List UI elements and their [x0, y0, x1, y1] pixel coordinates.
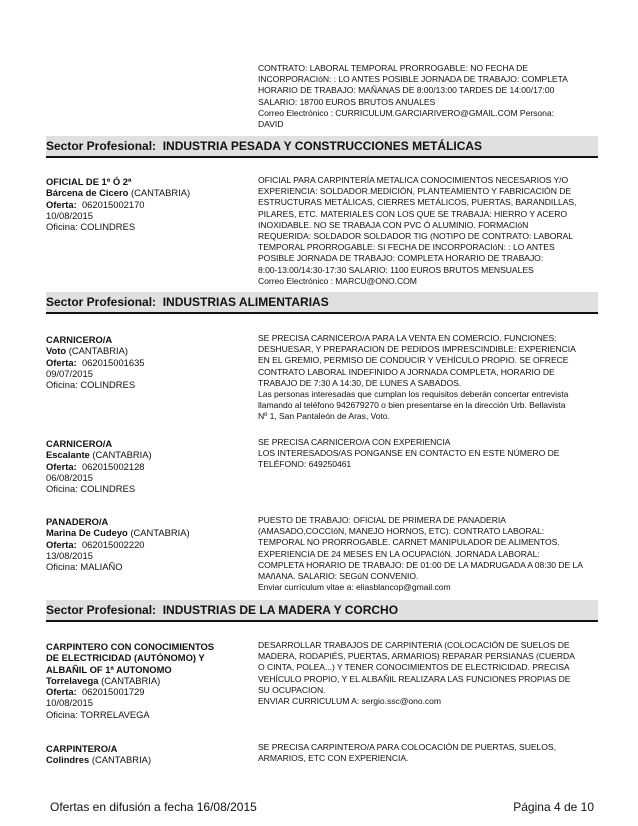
job-offer-number: Oferta: 062015002220 — [46, 538, 145, 550]
sector-prefix: Sector Profesional: — [46, 295, 157, 309]
job-title: CARNICERO/A — [46, 334, 113, 345]
job-office: Oficina: COLINDRES — [46, 221, 136, 233]
footer-date: Ofertas en difusión a fecha 16/08/2015 — [50, 800, 257, 814]
job-location: Escalante (CANTABRIA) — [46, 449, 152, 461]
sector-name: INDUSTRIA PESADA Y CONSTRUCCIONES METÁLICAS — [162, 139, 483, 153]
job-description: OFICIAL PARA CARPINTERÍA METALICA CONOCIMIENTOS NECESARIOS Y/O EXPERIENCIA: SOLDADOR.MEDICIÓN, PLANTEAMIENTO Y FABRICACIÓN DE ESTRUCTURAS METÁLICAS, CIERRES METÁLICOS, PUERTAS, BARANDILLAS, PILARES, ETC. MATERIALES CON LOS QUE SE TRABAJA: HIERRO Y ACERO INOXIDABLE. NO SE TRABAJA CON PVC Ó ALUMINIO. FORMACIóN REQUERIDA: SOLDADOR SOLDADOR TIG (NOTIPO DE CONTRATO: LABORAL TEMPORAL PRORROGABLE: Sí FECHA DE INCORPORACIóN: : LO ANTES POSIBLE JORNADA DE TRABAJO: COMPLETA HORARIO DE TRABAJO: 8:00-13:00/14:30-17:30 SALARIO: 1100 EUROS BRUTOS MENSUALES Correo Electrónico : MARCU@ONO.COM — [258, 175, 577, 286]
job-date: 13/08/2015 — [46, 549, 93, 561]
page-number: Página 4 de 10 — [513, 800, 594, 814]
job-title: CARPINTERO/A — [46, 743, 118, 754]
desc-line: SALARIO: 18700 EUROS BRUTOS ANUALES — [258, 96, 436, 107]
job-office: Oficina: TORRELAVEGA — [46, 708, 150, 720]
job-offer-number: Oferta: 062015002128 — [46, 460, 145, 472]
job-offer-number: Oferta: 062015002170 — [46, 198, 145, 210]
sector-name: INDUSTRIAS ALIMENTARIAS — [162, 295, 329, 309]
sector-prefix: Sector Profesional: — [46, 139, 157, 153]
desc-line: Correo Electrónico : CURRICULUM.GARCIARIVERO@GMAIL.COM Persona: — [258, 107, 554, 118]
job-date: 09/07/2015 — [46, 367, 93, 379]
job-office: Oficina: COLINDRES — [46, 483, 136, 495]
job-location: Bárcena de Cicero (CANTABRIA) — [46, 187, 191, 199]
job-date: 10/08/2015 — [46, 209, 93, 221]
job-offer — [46, 438, 251, 494]
job-office: Oficina: MALIAÑO — [46, 561, 123, 573]
job-offer-number: Oferta: 062015001635 — [46, 356, 145, 368]
job-date: 06/08/2015 — [46, 471, 93, 483]
sector-prefix: Sector Profesional: — [46, 603, 157, 617]
job-office: Oficina: COLINDRES — [46, 379, 136, 391]
job-date: 10/08/2015 — [46, 697, 93, 709]
job-offer — [46, 176, 251, 232]
desc-line: CONTRATO: LABORAL TEMPORAL PRORROGABLE: NO FECHA DE — [258, 63, 528, 73]
page-footer — [50, 800, 594, 814]
job-description: DESARROLLAR TRABAJOS DE CARPINTERIA (COLOCACIÓN DE SUELOS DE MADERA, RODAPIÉS, PUERTAS, ARMARIOS) REPARAR PERSIANAS (CUERDA O CINTA, POLEA...) Y TENER CONOCIMIENTOS DE ELECTRICIDAD. PRECISA VEHÍCULO PROPIO, Y EL ALBAÑIL REALIZARA LAS FUNCIONES PROPIAS DE SU OCUPACION. ENVIAR CURRICULUM A: sergio.ssc@ono.com — [258, 640, 575, 707]
job-location: Marina De Cudeyo (CANTABRIA) — [46, 527, 190, 539]
job-title: CARNICERO/A — [46, 438, 113, 449]
job-description: SE PRECISA CARPINTERO/A PARA COLOCACIÓN DE PUERTAS, SUELOS, ARMARIOS, ETC CON EXPERIENCIA. — [258, 742, 556, 764]
job-location: Voto (CANTABRIA) — [46, 345, 128, 357]
job-offer — [46, 334, 251, 390]
job-offer — [46, 743, 251, 766]
job-description: SE PRECISA CARNICERO/A CON EXPERIENCIA LOS INTERESADOS/AS PONGANSE EN CONTACTO EN ESTE NÚMERO DE TELÉFONO: 649250461 — [258, 437, 560, 470]
job-location: Colindres (CANTABRIA) — [46, 754, 152, 766]
sector-header — [46, 292, 598, 314]
job-description: PUESTO DE TRABAJO: OFICIAL DE PRIMERA DE PANADERIA (AMASADO,COCCIóN, MANEJO HORNOS, ETC). CONTRATO LABORAL: TEMPORAL NO PRORROGABLE. CARNET MANIPULADOR DE ALIMENTOS. EXPERIENCIA DE 24 MESES EN LA OCUPACIóN. JORNADA LABORAL: COMPLETA HORARIO DE TRABAJO: DE 01:00 DE LA MADRUGADA A 08:30 DE LA MAñANA. SALARIO: SEGúN CONVENIO. Enviar currículum vitae a: eliasblancop@gmail.com — [258, 515, 583, 593]
job-description: SE PRECISA CARNICERO/A PARA LA VENTA EN COMERCIO. FUNCIONES: DESHUESAR, Y PREPARACION DE PEDIDOS IMPRESCINDIBLE: EXPERIENCIA EN EL GREMIO, PERMISO DE CONDUCIR Y VEHÍCULO PROPIO. SE OFRECE CONTRATO LABORAL INDEFINIDO A JORNADA COMPLETA, HORARIO DE TRABAJO DE 7:30 A 14:30, DE LUNES A SABADOS. Las personas interesadas que cumplan los requisitos deberán concertar entrevista llamando al teléfono 942679270 o bien presentarse en la dirección Urb. Bellavista Nº 1, San Pantaleón de Aras, Voto. — [258, 333, 576, 422]
job-title: ALBAÑIL OF 1ª AUTONOMO — [46, 663, 172, 675]
job-title: CARPINTERO CON CONOCIMIENTOS — [46, 641, 215, 652]
job-offer — [46, 516, 251, 572]
job-title: PANADERO/A — [46, 516, 109, 527]
sector-header — [46, 136, 598, 158]
top-description — [258, 63, 598, 130]
job-title: DE ELECTRICIDAD (AUTÓNOMO) Y — [46, 652, 205, 664]
desc-line: INCORPORACIóN: : LO ANTES POSIBLE JORNADA DE TRABAJO: COMPLETA — [258, 74, 568, 85]
job-title: OFICIAL DE 1ª Ó 2ª — [46, 176, 132, 187]
job-offer — [46, 641, 251, 720]
sector-header — [46, 600, 598, 622]
job-location: Torrelavega (CANTABRIA) — [46, 674, 161, 686]
job-offer-number: Oferta: 062015001729 — [46, 686, 145, 698]
desc-line: HORARIO DE TRABAJO: MAÑANAS DE 8:00/13:00 TARDES DE 14:00/17:00 — [258, 85, 555, 96]
desc-line: DAVID — [258, 119, 284, 130]
sector-name: INDUSTRIAS DE LA MADERA Y CORCHO — [162, 603, 399, 617]
